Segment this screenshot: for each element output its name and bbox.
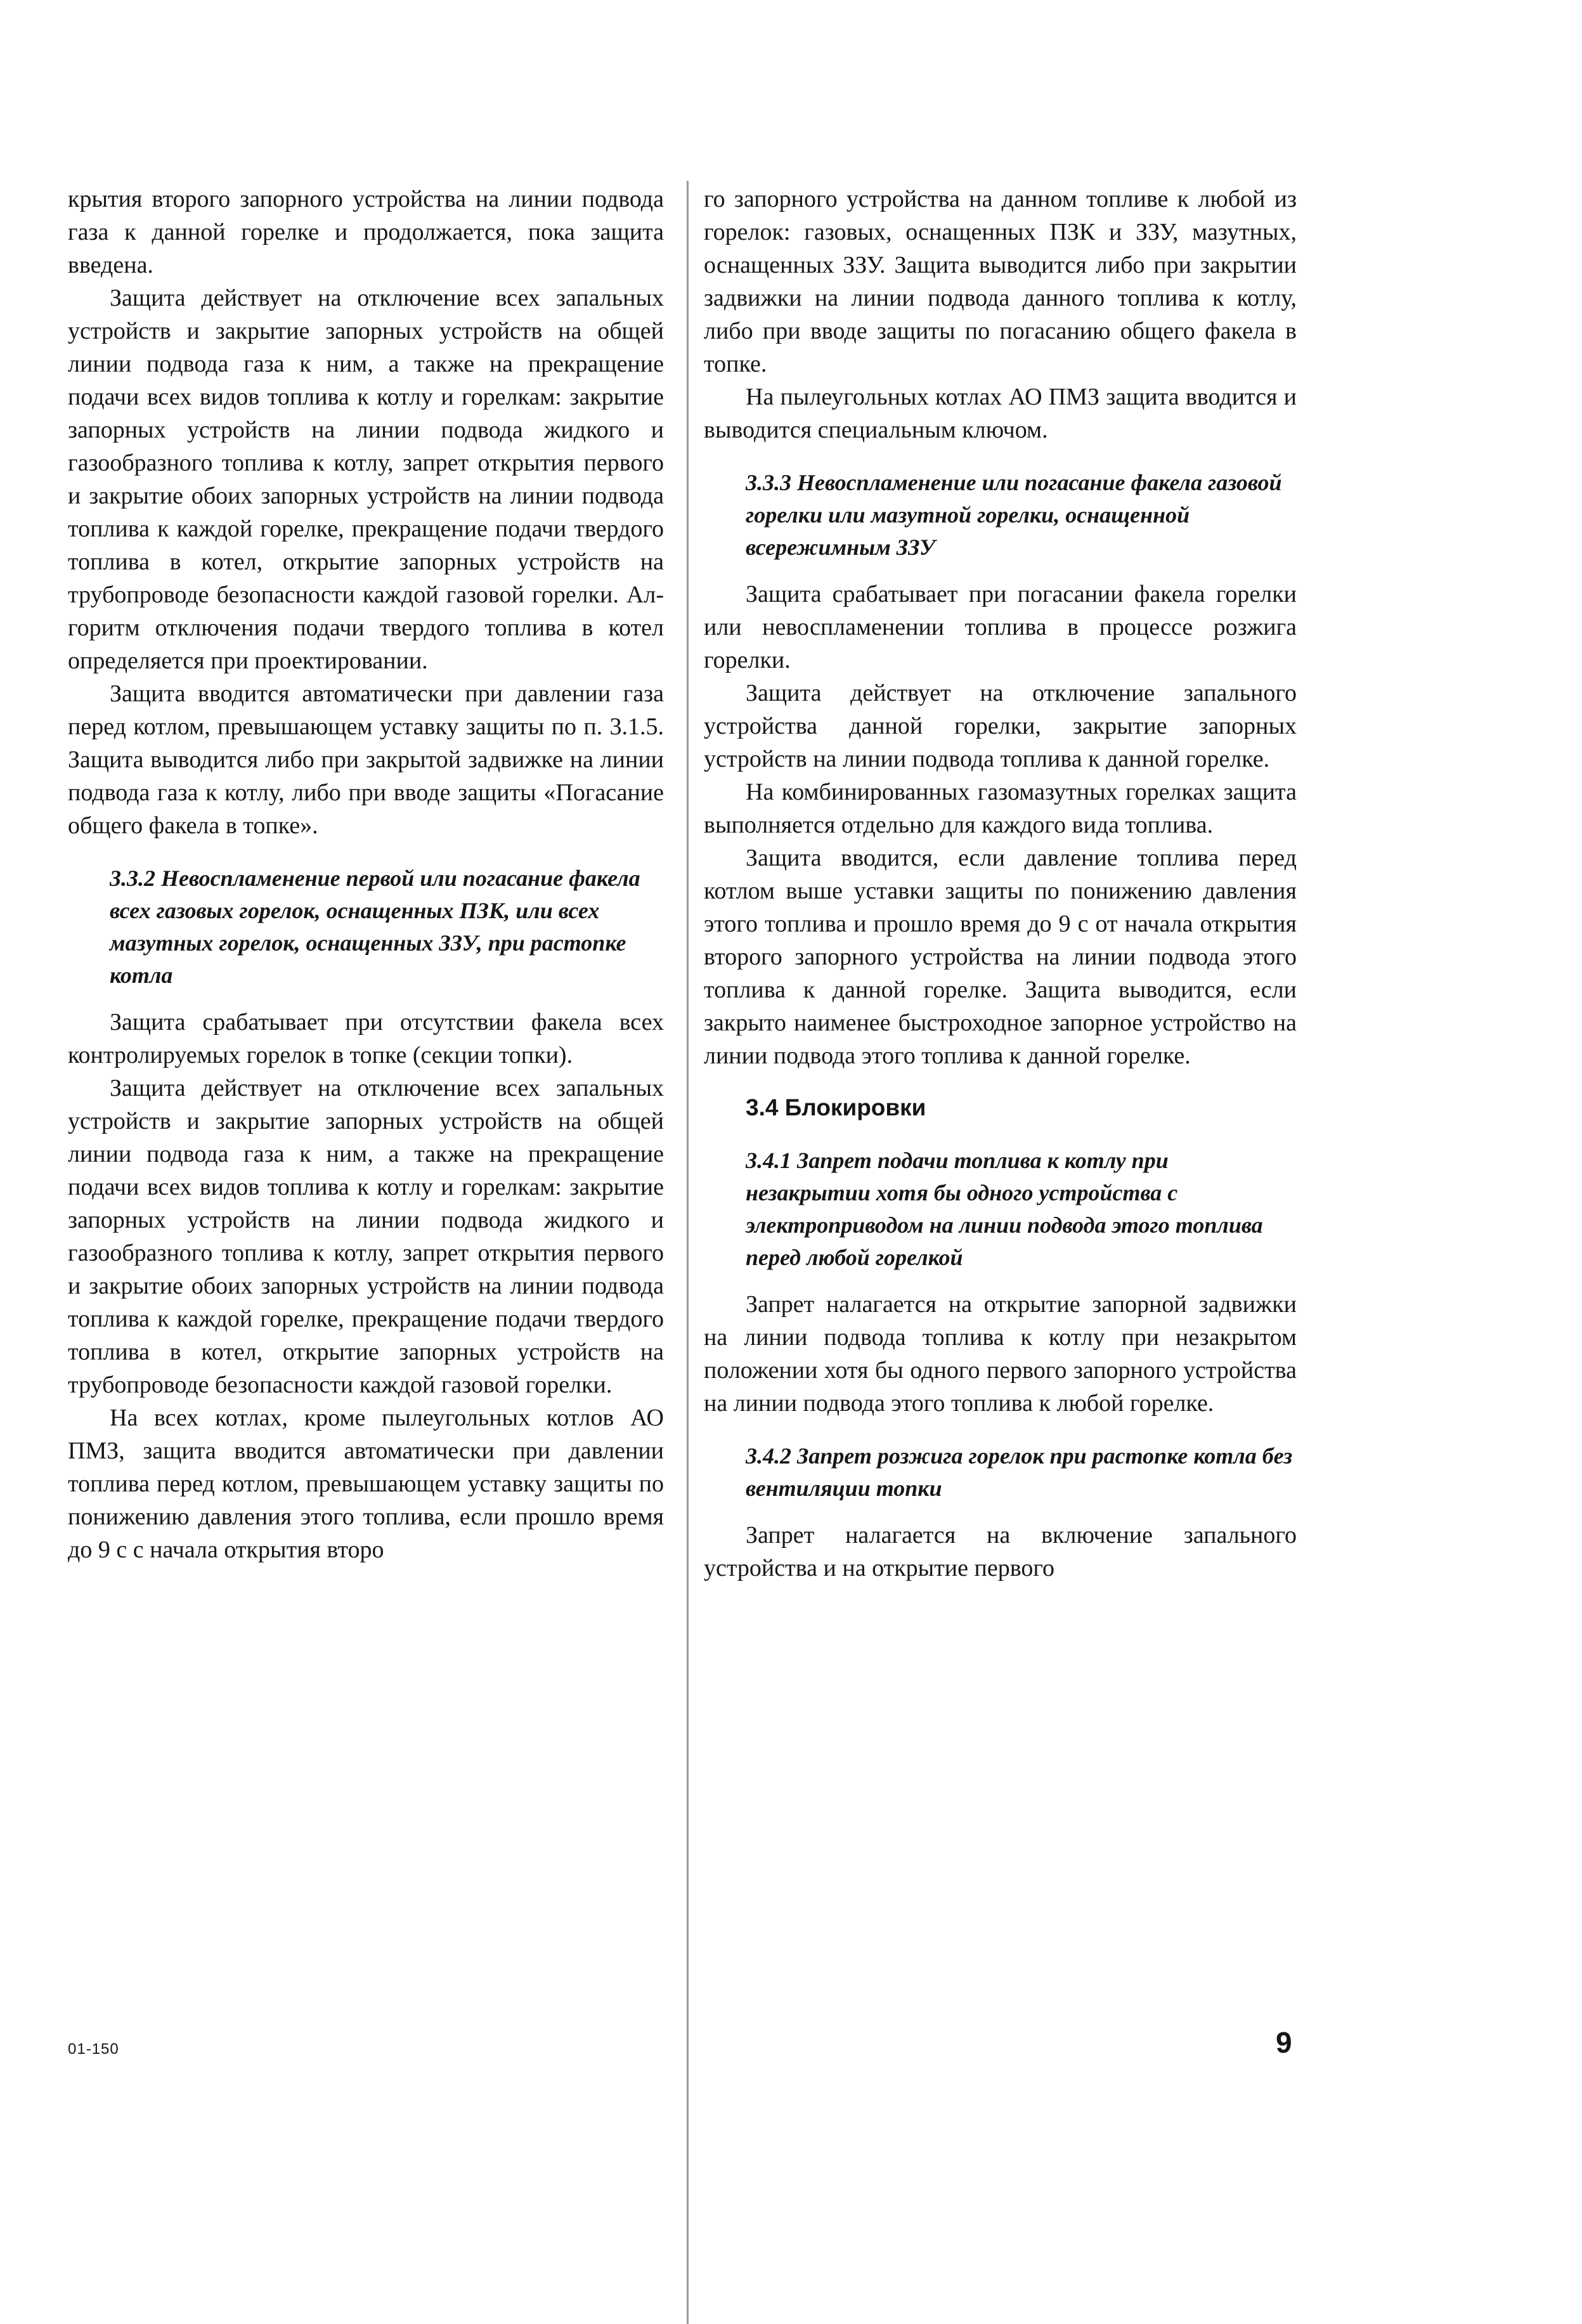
paragraph: На комбинированных газомазутных горелках защита выполняется отдельно для каждого вида топлива.: [704, 779, 1297, 838]
paragraph: го запорного устройства на данном топливе к любой из горелок: газовых, оснащенных ПЗК и ЗЗУ, мазутных, оснащенных ЗЗУ. Защита выводится либо при закрытии задвижки на линии подвода данного топлива к котлу, либо при вводе защиты по погасанию общего факела в топке.: [704, 186, 1297, 377]
paragraph: На пылеугольных котлах АО ПМЗ защита вводится и выводится специальным ключом.: [704, 384, 1297, 443]
paragraph: На всех котлах, кроме пылеугольных котлов АО ПМЗ, защита вводится автоматически при давлении топлива перед котлом, превышающем уставку защиты по понижению давления этого топлива, если прошло время до 9 с с начала открытия второ: [68, 1405, 664, 1563]
right-column: [704, 183, 1297, 1585]
section-heading-3-3-2: 3.3.2 Невоспламенение первой или погасание факела всех газовых горелок, оснащенных ПЗК, или всех мазутных горелок, оснащенных ЗЗУ, при растопке котла: [110, 866, 640, 988]
paragraph: Защита вводится автоматически при давлении газа перед котлом, превышающем уставку защиты по п. 3.1.5. Защита выводится либо при закрытой задвижке на линии подвода газа к котлу, либо при вводе защиты «Погасание общего факела в топке».: [68, 680, 664, 839]
section-heading-3-3-3: 3.3.3 Невоспламенение или погасание факела газовой горелки или мазутной горелки, оснащенной всережимным ЗЗУ: [746, 470, 1282, 560]
section-heading-3-4: 3.4 Блокировки: [746, 1094, 926, 1120]
paragraph: Защита действует на отключение запального устройства данной горелки, закрытие запорных устройств на линии подвода топлива к данной горелке.: [704, 680, 1297, 772]
paragraph: крытия второго запорного устройства на линии подвода газа к данной горелке и продолжается, пока защита введена.: [68, 186, 664, 278]
left-column: [68, 183, 664, 1566]
column-divider: [687, 181, 689, 2324]
paragraph: Защита срабатывает при отсутствии факела всех контролируемых горелок в топке (секции топки).: [68, 1009, 664, 1068]
paragraph: Защита действует на отключение всех запальных устройств и закрытие запорных устройств на общей линии подвода газа к ним, а также на прекращение подачи всех видов топлива к котлу и горелкам: закрытие запорных устройств на линии подвода жидкого и газообразного топлива к котлу, запрет открытия первого и закрытие обоих запорных устройств на линии подвода топлива к каждой горелке, прекращение подачи твердого топлива в котел, открытие запорных устройств на трубопроводе безопасности каждой газовой горелки. Алгоритм отключения подачи твердого топлива в котел определяется при проектировании.: [68, 285, 664, 674]
paragraph: Запрет налагается на открытие запорной задвижки на линии подвода топлива к котлу при незакрытом положении хотя бы одного первого запорного устройства на линии подвода этого топлива к любой горелке.: [704, 1291, 1297, 1417]
section-heading-3-4-1: 3.4.1 Запрет подачи топлива к котлу при незакрытии хотя бы одного устройства с электроприводом на линии подвода этого топлива перед любой горелкой: [746, 1148, 1263, 1270]
paragraph: Защита срабатывает при погасании факела горелки или невоспламенении топлива в процессе розжига горелки.: [704, 581, 1297, 673]
paragraph: Защита действует на отключение всех запальных устройств и закрытие запорных устройств на общей линии подвода газа к ним, а также на прекращение подачи всех видов топлива к котлу и горелкам: закрытие запорных устройств на линии подвода жидкого и газообразного топлива к котлу, запрет открытия первого и закрытие обоих запорных устройств на линии подвода топлива к каждой горелке, прекращение подачи твердого топлива в котел, открытие запорных устройств на трубопроводе безопасности каждой газовой горелки.: [68, 1075, 664, 1398]
footer-code: 01-150: [68, 2041, 119, 2058]
page-number: 9: [1276, 2026, 1292, 2059]
section-heading-3-4-2: 3.4.2 Запрет розжига горелок при растопке котла без вентиляции топки: [746, 1443, 1293, 1501]
paragraph: Защита вводится, если давление топлива перед котлом выше уставки защиты по понижению давления этого топлива и прошло время до 9 с от начала открытия второго запорного устройства на линии подвода этого топлива к данной горелке. Защита выводится, если закрыто наименее быстроходное запорное устройство на линии подвода этого топлива к данной горелке.: [704, 845, 1297, 1069]
paragraph: Запрет налагается на включение запального устройства и на открытие первого: [704, 1522, 1297, 1581]
